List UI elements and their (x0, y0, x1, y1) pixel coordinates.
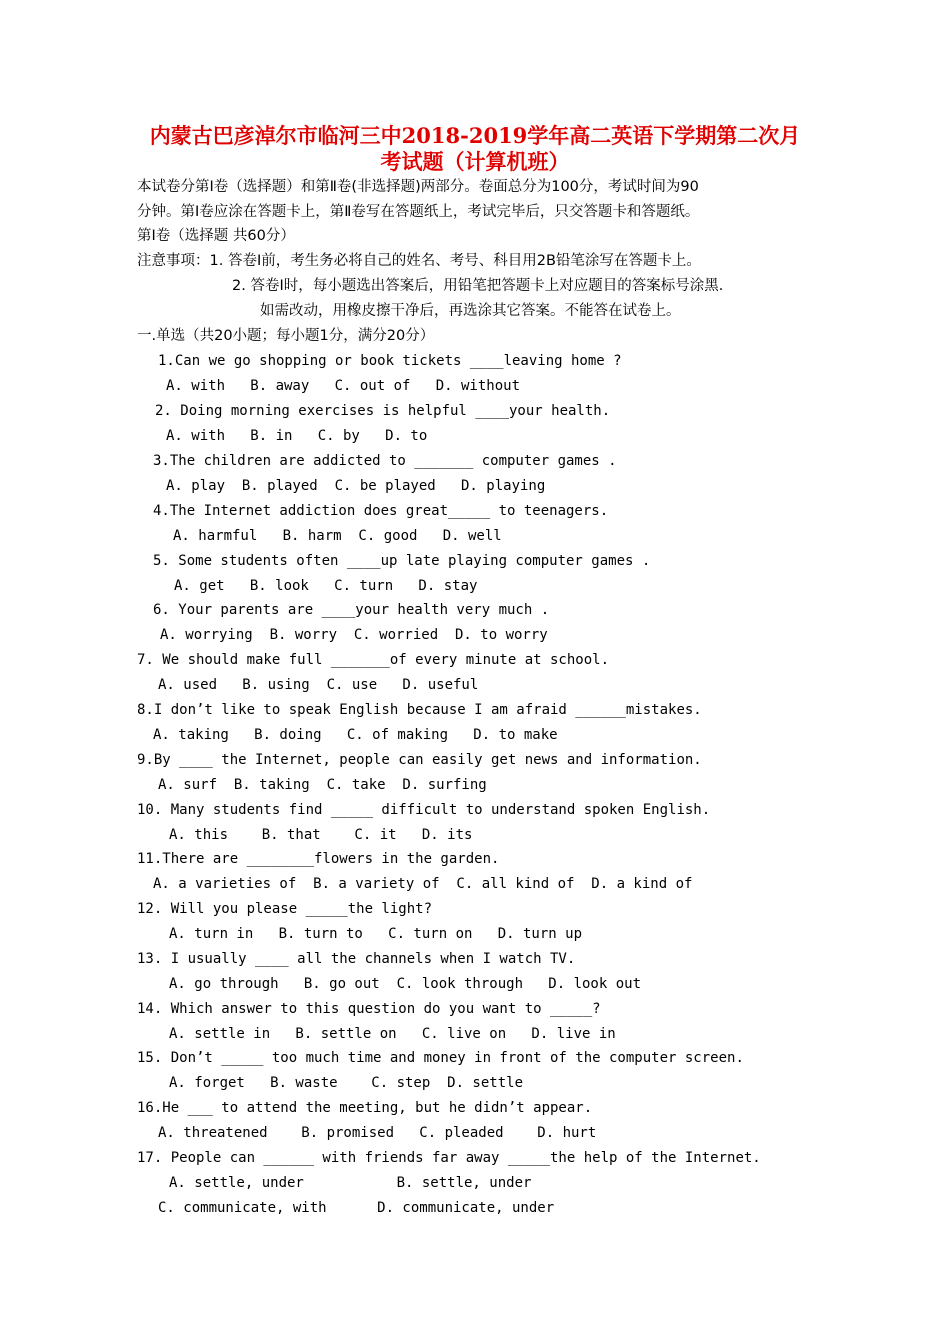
intro-line2: 分钟。第Ⅰ卷应涂在答题卡上，第Ⅱ卷写在答题纸上，考试完毕后，只交答题卡和答题纸。 (137, 204, 700, 220)
question-7-options: A. used B. using C. use D. useful (158, 677, 479, 693)
question-10: 10. Many students find _____ difficult to understand spoken English. (137, 802, 711, 818)
note-line1: 注意事项：1. 答卷Ⅰ前，考生务必将自己的姓名、考号、科目用2B铅笔涂写在答题卡上。 (137, 253, 701, 269)
note-line2: 2. 答卷Ⅰ时，每小题选出答案后，用铅笔把答题卡上对应题目的答案标号涂黑． (232, 278, 734, 294)
exam-title-line2: 考试题（计算机班） (380, 149, 570, 174)
question-6-options: A. worrying B. worry C. worried D. to worry (160, 627, 548, 643)
question-11: 11.There are ________flowers in the garden. (137, 851, 500, 867)
question-17-options-ab: A. settle, under B. settle, under (169, 1175, 532, 1191)
section-heading: 一.单选（共20小题；每小题1分，满分20分） (137, 328, 435, 344)
question-12-options: A. turn in B. turn to C. turn on D. turn up (169, 926, 583, 942)
question-13-options: A. go through B. go out C. look through D. look out (169, 976, 642, 992)
question-17: 17. People can ______ with friends far away _____the help of the Internet. (137, 1150, 761, 1166)
question-6: 6. Your parents are ____your health very much . (153, 602, 550, 618)
question-13: 13. I usually ____ all the channels when I watch TV. (137, 951, 576, 967)
question-10-options: A. this B. that C. it D. its (169, 827, 473, 843)
question-7: 7. We should make full _______of every minute at school. (137, 652, 610, 668)
question-14-options: A. settle in B. settle on C. live on D. live in (169, 1026, 616, 1042)
question-15-options: A. forget B. waste C. step D. settle (169, 1075, 524, 1091)
question-1-options: A. with B. away C. out of D. without (166, 378, 521, 394)
exam-title-line1: 内蒙古巴彦淖尔市临河三中2018-2019学年高二英语下学期第二次月 (149, 123, 801, 148)
question-14: 14. Which answer to this question do you want to _____? (137, 1001, 601, 1017)
question-3-options: A. play B. played C. be played D. playing (166, 478, 546, 494)
question-16: 16.He ___ to attend the meeting, but he didn’t appear. (137, 1100, 593, 1116)
question-4-options: A. harmful B. harm C. good D. well (173, 528, 502, 544)
question-1: 1.Can we go shopping or book tickets ____leaving home ? (158, 353, 622, 369)
intro-line1: 本试卷分第Ⅰ卷（选择题）和第Ⅱ卷(非选择题)两部分。卷面总分为100分，考试时间为90 (137, 179, 699, 195)
question-11-options: A. a varieties of B. a variety of C. all kind of D. a kind of (153, 876, 693, 892)
note-line3: 如需改动，用橡皮擦干净后，再选涂其它答案。不能答在试卷上。 (260, 303, 681, 319)
question-12: 12. Will you please _____the light? (137, 901, 433, 917)
question-9-options: A. surf B. taking C. take D. surfing (158, 777, 487, 793)
intro-line3: 第Ⅰ卷（选择题 共60分） (137, 228, 295, 244)
question-8: 8.I don’t like to speak English because I am afraid ______mistakes. (137, 702, 702, 718)
question-9: 9.By ____ the Internet, people can easily get news and information. (137, 752, 702, 768)
question-4: 4.The Internet addiction does great_____ to teenagers. (153, 503, 609, 519)
question-8-options: A. taking B. doing C. of making D. to make (153, 727, 558, 743)
question-15: 15. Don’t _____ too much time and money in front of the computer screen. (137, 1050, 744, 1066)
question-16-options: A. threatened B. promised C. pleaded D. hurt (158, 1125, 597, 1141)
question-2-options: A. with B. in C. by D. to (166, 428, 428, 444)
question-17-options-cd: C. communicate, with D. communicate, under (158, 1200, 555, 1216)
question-5: 5. Some students often ____up late playing computer games . (153, 553, 651, 569)
question-3: 3.The children are addicted to _______ computer games . (153, 453, 617, 469)
question-5-options: A. get B. look C. turn D. stay (174, 578, 478, 594)
question-2: 2. Doing morning exercises is helpful ____your health. (155, 403, 611, 419)
